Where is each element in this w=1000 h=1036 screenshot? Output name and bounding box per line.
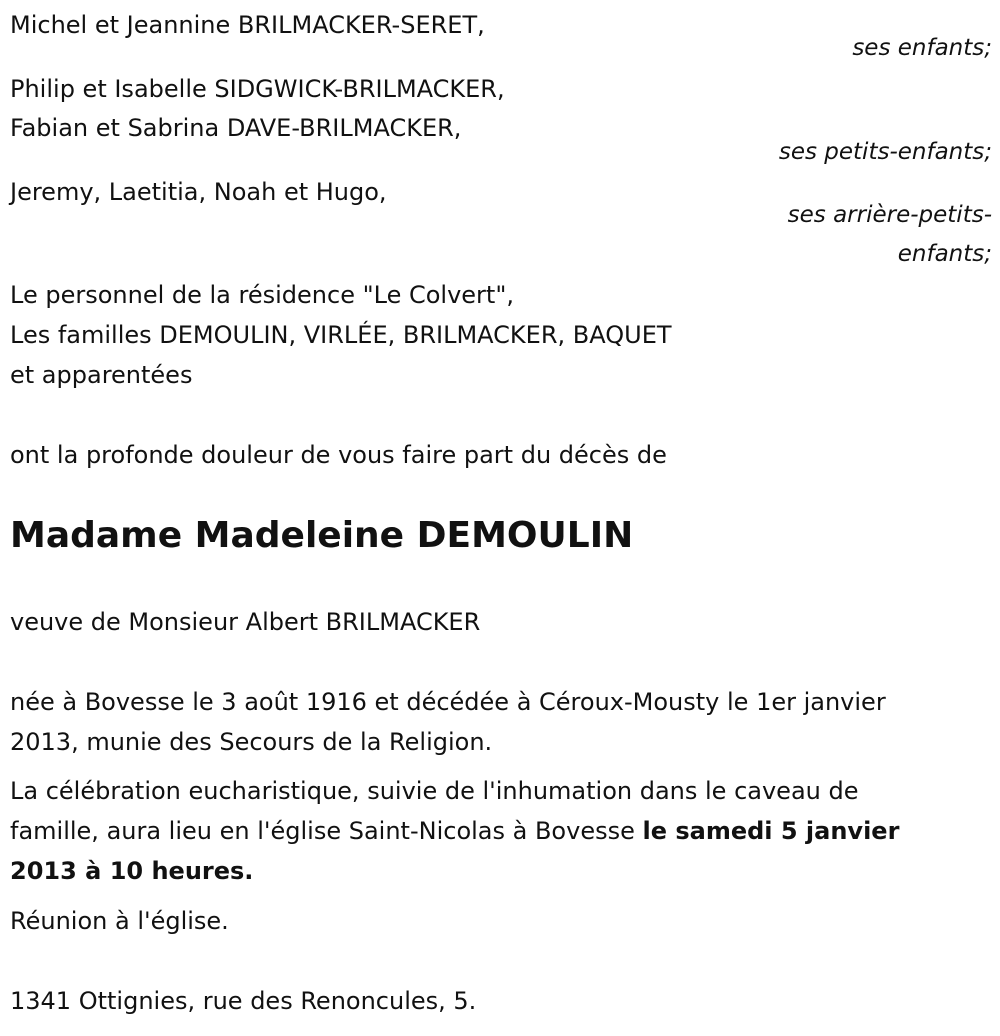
birth-death-line-2: 2013, munie des Secours de la Religion. [10,728,493,756]
obituary-notice [10,0,992,1036]
grandchildren-role: ses petits-enfants; [778,139,992,165]
others-line-2: Les familles DEMOULIN, VIRLÉE, BRILMACKER, BAQUET [10,321,672,349]
announcement: ont la profonde douleur de vous faire part du décès de [10,441,667,469]
ceremony-line-2-text: famille, aura lieu en l'église Saint-Nicolas à Bovesse [10,817,643,845]
birth-death-line-1: née à Bovesse le 3 août 1916 et décédée à Céroux-Mousty le 1er janvier [10,688,886,716]
ceremony-line-3 [10,851,253,891]
great-grandchildren-role-2: enfants; [897,241,992,267]
deceased-name: Madame Madeleine DEMOULIN [10,515,634,556]
children-names: Michel et Jeannine BRILMACKER-SERET, [10,11,485,39]
address: 1341 Ottignies, rue des Renoncules, 5. [10,987,477,1015]
grandchildren-line-2: Fabian et Sabrina DAVE-BRILMACKER, [10,114,462,142]
great-grandchildren-role-1: ses arrière-petits- [787,202,992,228]
widow-of: veuve de Monsieur Albert BRILMACKER [10,608,481,636]
meeting-note: Réunion à l'église. [10,907,229,935]
others-line-1: Le personnel de la résidence "Le Colvert", [10,281,514,309]
ceremony-line-1: La célébration eucharistique, suivie de l'inhumation dans le caveau de [10,777,859,805]
others-line-3: et apparentées [10,361,193,389]
ceremony-time: 2013 à 10 heures. [10,857,254,885]
children-role: ses enfants; [852,35,992,61]
great-grandchildren-names: Jeremy, Laetitia, Noah et Hugo, [10,178,387,206]
ceremony-line-2 [10,811,899,851]
ceremony-date: le samedi 5 janvier [642,817,900,845]
grandchildren-line-1: Philip et Isabelle SIDGWICK-BRILMACKER, [10,75,505,103]
